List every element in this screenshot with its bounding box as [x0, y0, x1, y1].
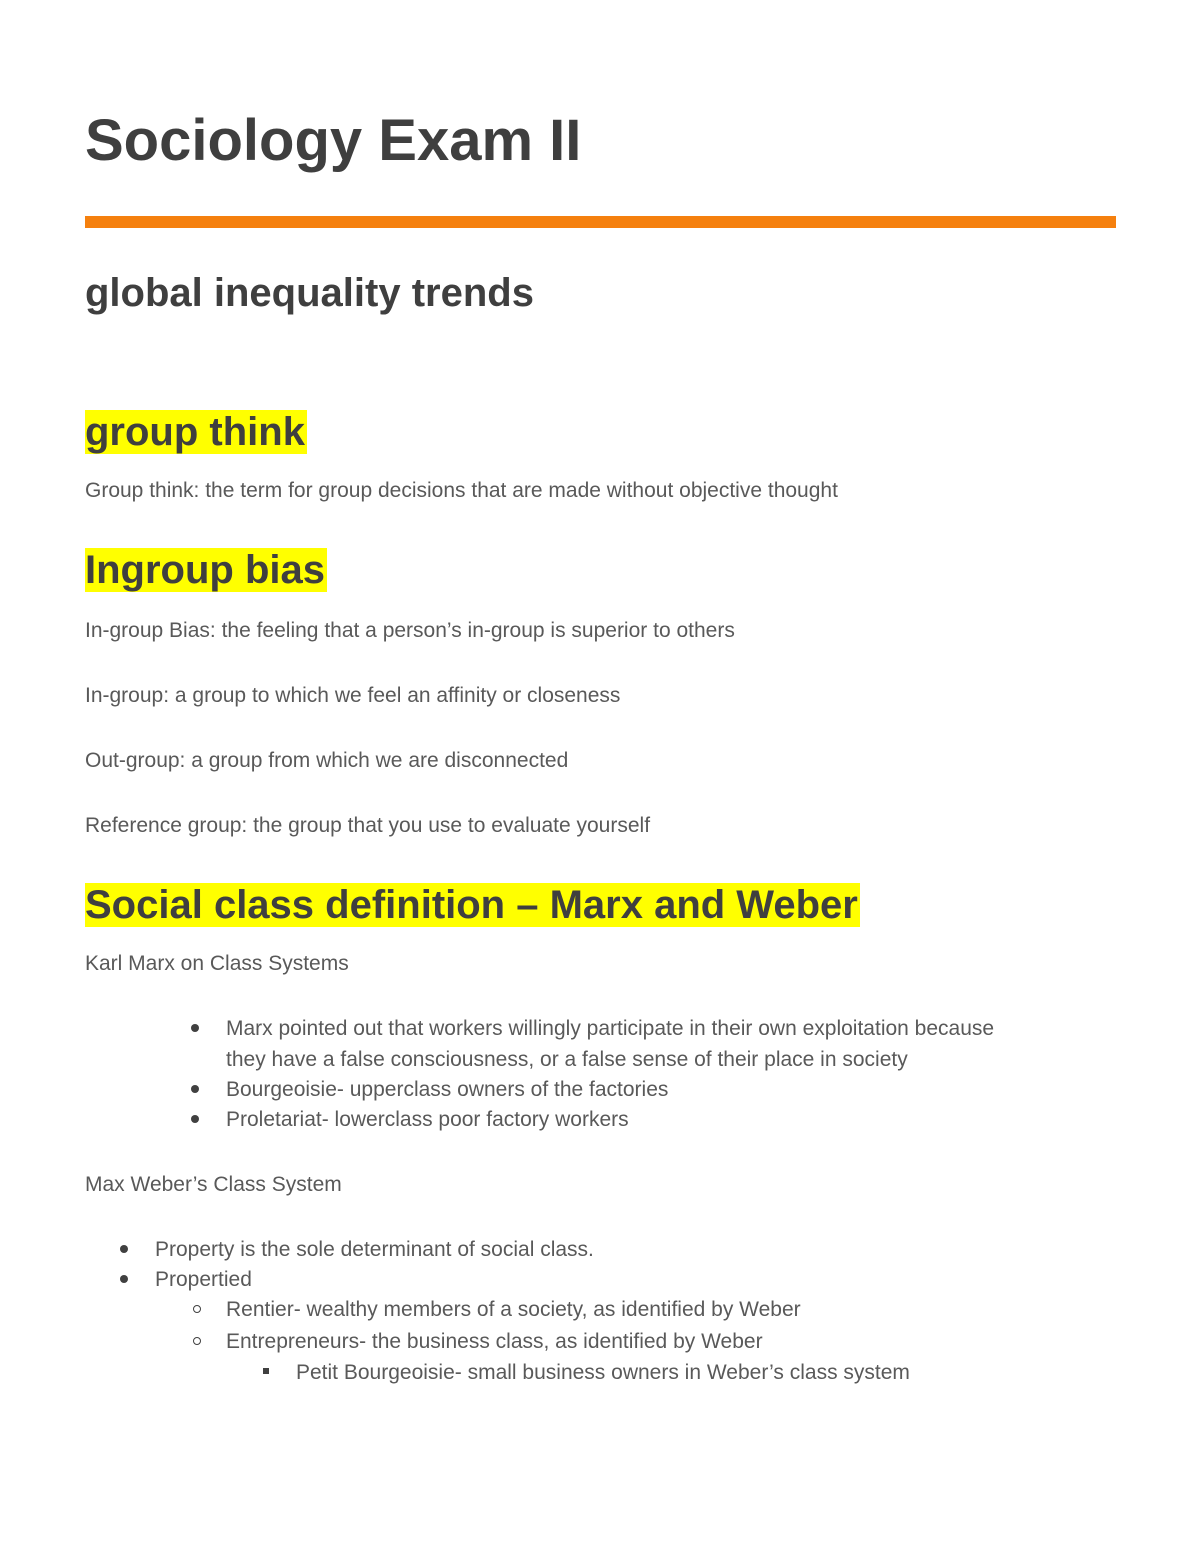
reference-group-definition: Reference group: the group that you use to evaluate yourself [85, 814, 651, 837]
ingroup-bias-definition: In-group Bias: the feeling that a person’s in-group is superior to others [85, 619, 735, 642]
marx-bullet-1-line-2: they have a false consciousness, or a false sense of their place in society [226, 1048, 908, 1071]
square-bullet-icon [263, 1368, 269, 1374]
groupthink-definition: Group think: the term for group decisions that are made without objective thought [85, 479, 838, 502]
document-title: Sociology Exam II [85, 108, 582, 173]
heading-social-class-wrap [85, 880, 860, 930]
heading-ingroup-bias-wrap [85, 545, 327, 595]
weber-sub-bullet-1: Rentier- wealthy members of a society, as identified by Weber [226, 1298, 801, 1321]
title-divider [85, 216, 1116, 228]
weber-label: Max Weber’s Class System [85, 1173, 342, 1196]
weber-subsub-bullet-1: Petit Bourgeoisie- small business owners in Weber’s class system [296, 1361, 910, 1384]
weber-sub-bullet-2: Entrepreneurs- the business class, as identified by Weber [226, 1330, 763, 1353]
heading-group-think: group think [85, 410, 305, 454]
marx-bullet-1-line-1: Marx pointed out that workers willingly participate in their own exploitation because [226, 1017, 995, 1040]
heading-global-inequality: global inequality trends [85, 271, 534, 315]
hollow-bullet-icon [193, 1305, 201, 1313]
heading-group-think-wrap [85, 407, 307, 457]
hollow-bullet-icon [193, 1337, 201, 1345]
marx-bullet-2: Bourgeoisie- upperclass owners of the factories [226, 1078, 669, 1101]
ingroup-definition: In-group: a group to which we feel an affinity or closeness [85, 684, 621, 707]
bullet-icon [191, 1024, 199, 1032]
weber-bullet-2: Propertied [155, 1268, 252, 1291]
outgroup-definition: Out-group: a group from which we are disconnected [85, 749, 569, 772]
heading-social-class: Social class definition – Marx and Weber [85, 883, 858, 927]
bullet-icon [120, 1245, 128, 1253]
marx-label: Karl Marx on Class Systems [85, 952, 349, 975]
heading-ingroup-bias: Ingroup bias [85, 548, 325, 592]
weber-bullet-1: Property is the sole determinant of social class. [155, 1238, 594, 1261]
bullet-icon [120, 1275, 128, 1283]
bullet-icon [191, 1115, 199, 1123]
bullet-icon [191, 1085, 199, 1093]
marx-bullet-3: Proletariat- lowerclass poor factory workers [226, 1108, 629, 1131]
